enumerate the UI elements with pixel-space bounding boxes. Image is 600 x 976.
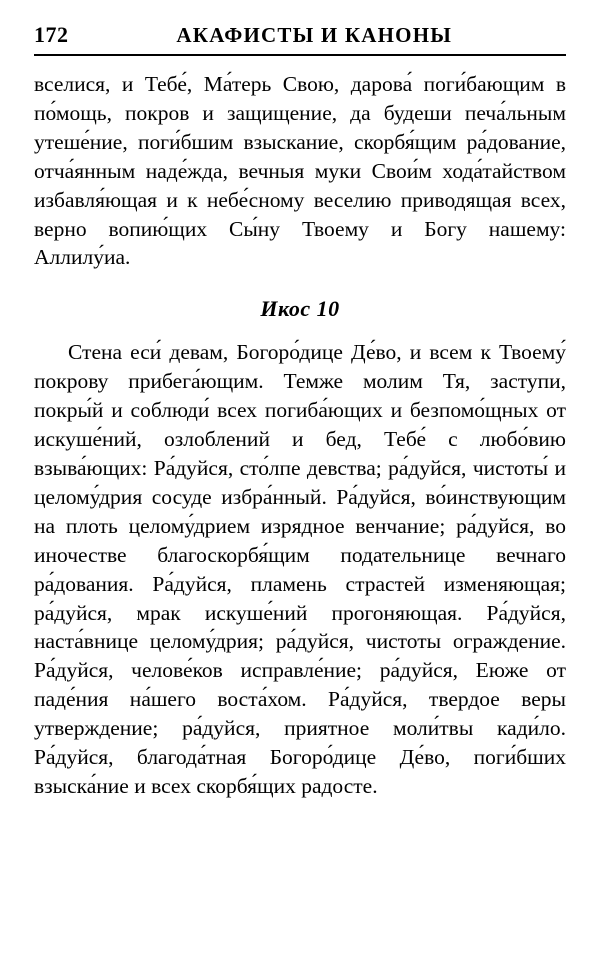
page-header [34,22,566,56]
ikos-paragraph: Стена еси́ девам, Богоро́дице Де́во, и всем к Твоему́ покрову прибега́ющим. Темже молим Тя, заступи, покры́й и соблюди́ всех погиба́ющих и безпомо́щных от искуше́ний, озлоблений и бед, Тебе́ с любо́вию взыва́ющих: Ра́дуйся, сто́лпе девства; ра́дуйся, чистоты́ и целому́дрия сосуде избра́нный. Ра́дуйся, во́инствующим на плоть целому́дрием изрядное венчание; ра́дуйся, во иночестве благоскорбя́щим подательнице вечнаго ра́дования. Ра́дуйся, пламень страстей изменяющая; ра́дуйся, мрак искуше́ний прогоняющая. Ра́дуйся, наста́внице целому́дрия; ра́дуйся, чистоты ограждение. Ра́дуйся, челове́ков исправле́ние; ра́дуйся, Еюже от паде́ния на́шего воста́хом. Ра́дуйся, твердое веры утверждение; ра́дуйся, приятное моли́твы кади́ло. Ра́дуйся, благода́тная Богоро́дице Де́во, поги́бших взыска́ние и всех скорбя́щих радосте. [34,340,566,798]
running-head-title: АКАФИСТЫ И КАНОНЫ [176,23,453,47]
section-heading: Икос 10 [260,296,340,322]
continued-paragraph: вселися, и Тебе́, Ма́терь Свою, дарова́ поги́бающим в по́мощь, покров и защищение, да будеши печа́льным утеше́ние, поги́бшим взыскание, скорбя́щим ра́дование, отча́янным наде́жда, вечныя муки Свои́м хода́тайством избавля́ющая и к небе́сному веселию приводящая всех, верно вопию́щих Сы́ну Твоему и Богу нашему: Аллилу́иа. [34,72,566,270]
page-number: 172 [34,22,69,47]
